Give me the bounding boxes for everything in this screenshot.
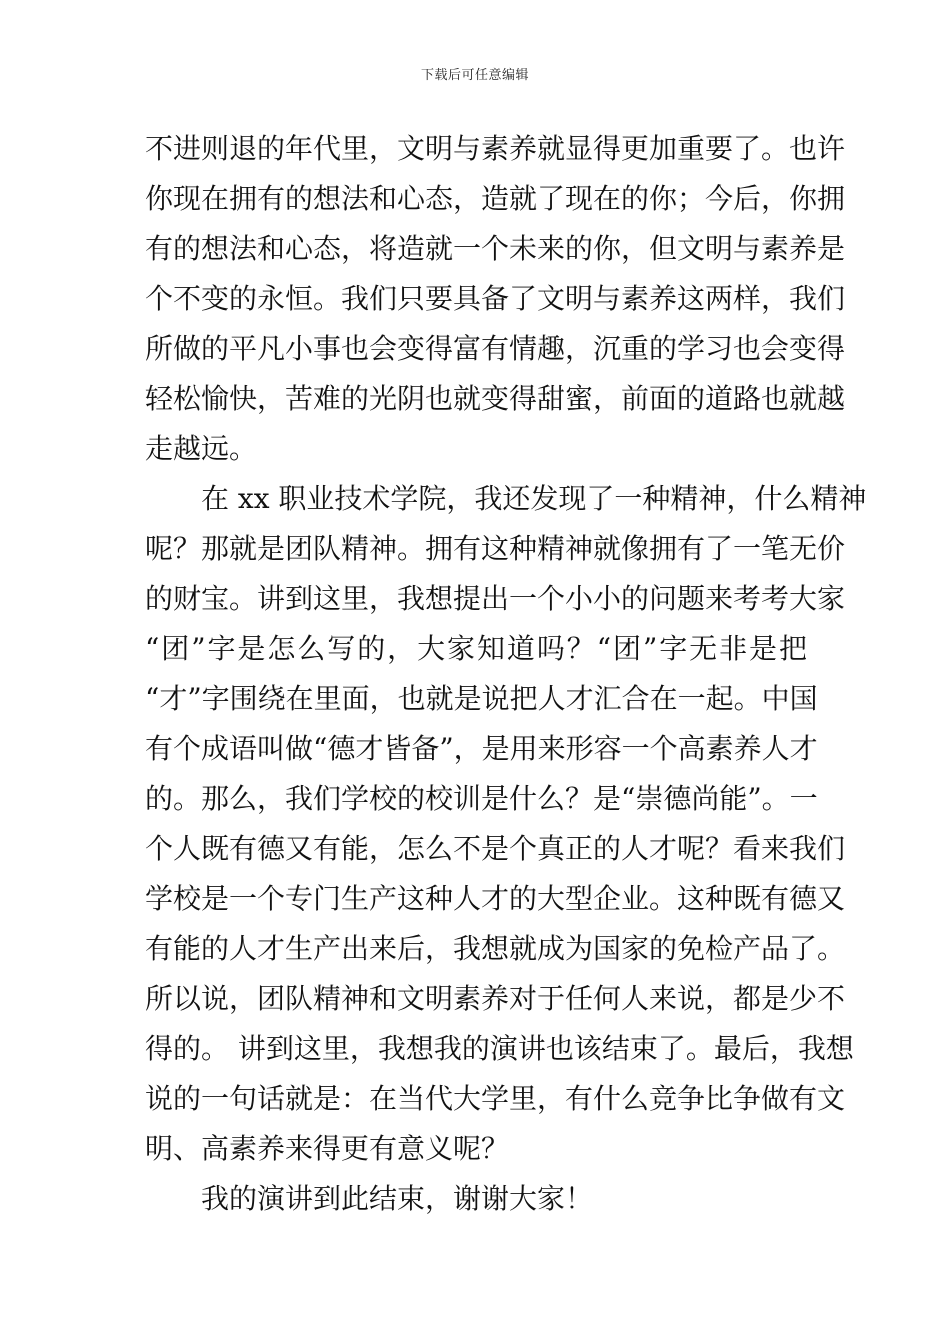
text-line: 我的演讲到此结束，谢谢大家！ (201, 1182, 594, 1215)
text-line: 说的一句话就是：在当代大学里，有什么竞争比争做有文 (145, 1082, 846, 1115)
text-line: 你现在拥有的想法和心态，造就了现在的你；今后，你拥 (145, 182, 846, 215)
paragraph-1 (145, 124, 846, 474)
text-line: 得的。 讲到这里，我想我的演讲也该结束了。最后，我想 (145, 1032, 854, 1065)
text-line: 走越远。 (145, 432, 258, 465)
document-body (145, 124, 867, 1224)
text-line: 所以说，团队精神和文明素养对于任何人来说，都是少不 (145, 982, 846, 1015)
paragraph-2 (145, 474, 867, 1174)
text-line: “才”字围绕在里面，也就是说把人才汇合在一起。中国 (145, 682, 818, 715)
paragraph-3 (145, 1174, 807, 1224)
page-header: 下载后可任意编辑 (420, 68, 529, 83)
text-line: 明、高素养来得更有意义呢？ (145, 1132, 510, 1165)
text-line: 不进则退的年代里，文明与素养就显得更加重要了。也许 (145, 132, 846, 165)
text-line: 有个成语叫做“德才皆备”，是用来形容一个高素养人才 (145, 732, 818, 765)
text-line: 学校是一个专门生产这种人才的大型企业。这种既有德又 (145, 882, 846, 915)
text-line: 的财宝。讲到这里，我想提出一个小小的问题来考考大家 (145, 582, 846, 615)
text-line: 有能的人才生产出来后，我想就成为国家的免检产品了。 (145, 932, 846, 965)
text-line: “团”字是怎么写的，大家知道吗？“团”字无非是把 (145, 632, 807, 665)
text-line: 的。那么，我们学校的校训是什么？是“崇德尚能”。一 (145, 782, 818, 815)
text-line: 个不变的永恒。我们只要具备了文明与素养这两样，我们 (145, 282, 846, 315)
text-line: 个人既有德又有能，怎么不是个真正的人才呢？看来我们 (145, 832, 846, 865)
text-line: 在 xx 职业技术学院，我还发现了一种精神，什么精神 (201, 482, 867, 515)
text-line: 所做的平凡小事也会变得富有情趣，沉重的学习也会变得 (145, 332, 846, 365)
text-line: 呢？那就是团队精神。拥有这种精神就像拥有了一笔无价 (145, 532, 846, 565)
text-line: 轻松愉快，苦难的光阴也就变得甜蜜，前面的道路也就越 (145, 382, 846, 415)
text-line: 有的想法和心态，将造就一个未来的你，但文明与素养是 (145, 232, 846, 265)
